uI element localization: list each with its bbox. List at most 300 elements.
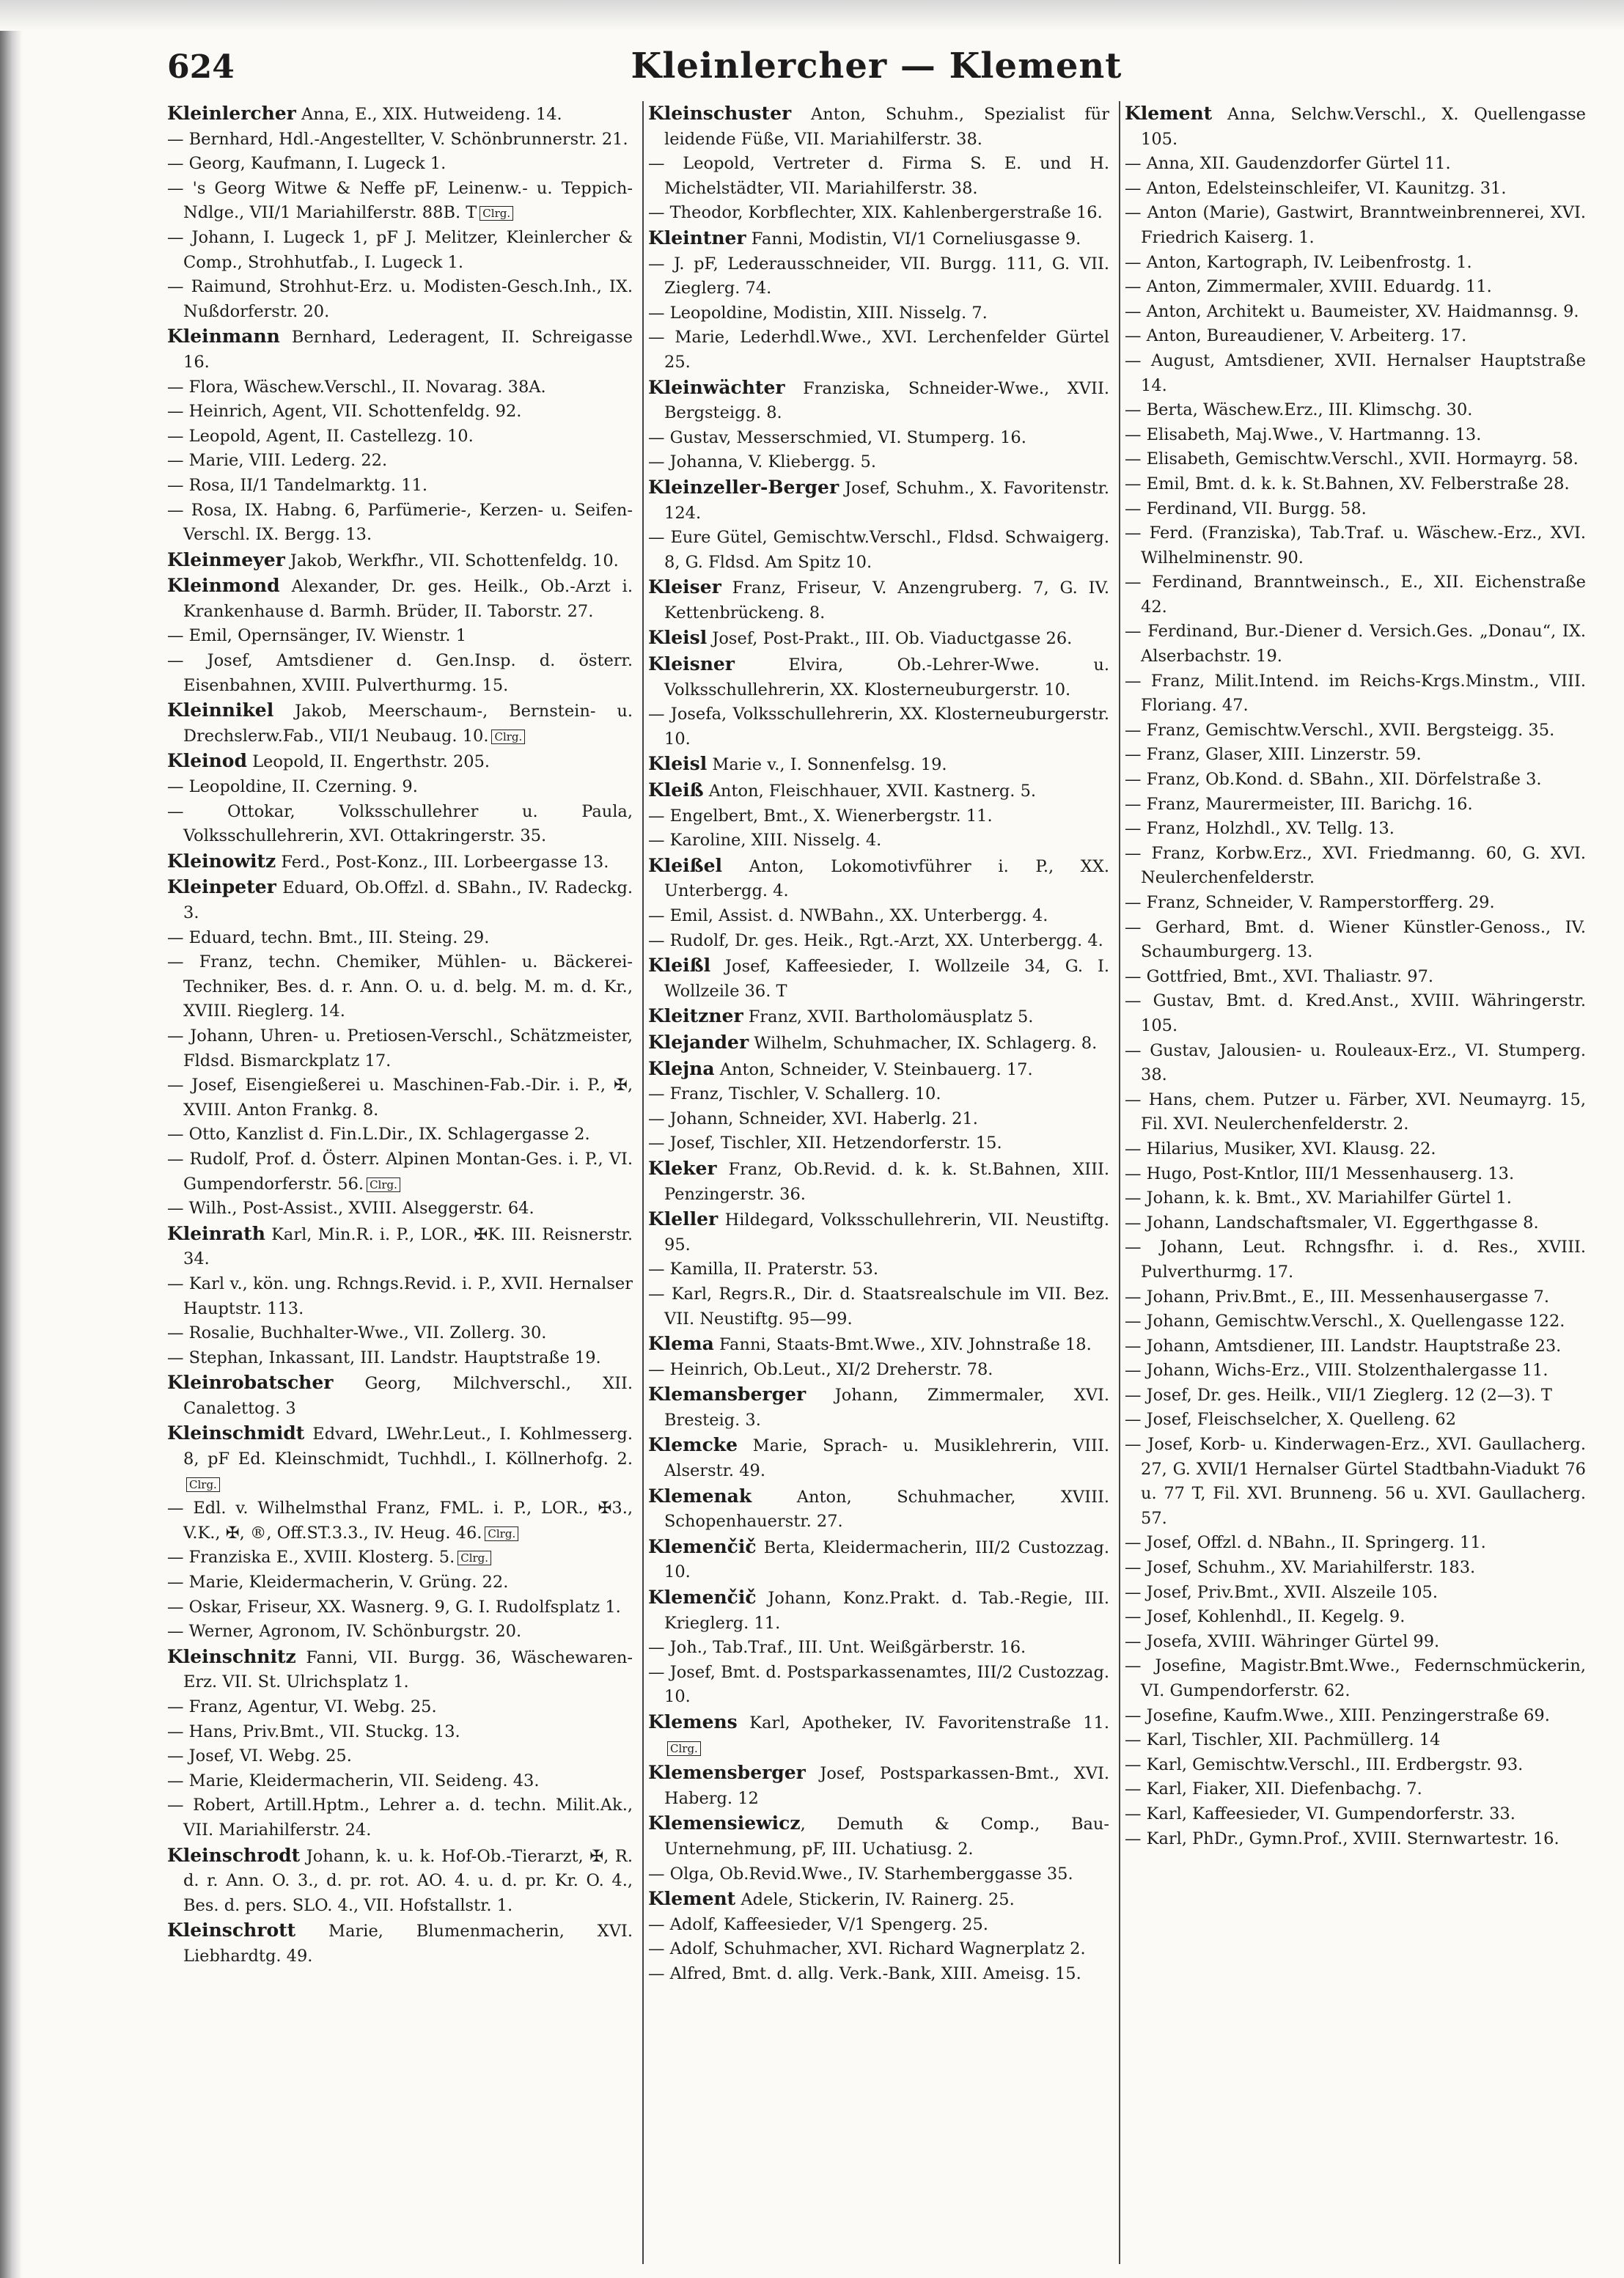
directory-entry bbox=[1125, 201, 1586, 250]
directory-entry bbox=[648, 1811, 1109, 1862]
directory-entry bbox=[1125, 1235, 1586, 1285]
directory-entry bbox=[648, 1886, 1109, 1913]
entry-text: — Heinrich, Ob.Leut., XI/2 Dreherstr. 78. bbox=[648, 1359, 993, 1379]
entry-text: — Rudolf, Prof. d. Österr. Alpinen Montan-Ges. i. P., VI. Gumpendorferstr. 56. bbox=[167, 1149, 633, 1194]
entry-surname: Klement bbox=[1125, 103, 1213, 124]
entry-surname: Kleinpeter bbox=[167, 876, 276, 898]
entry-text: Anton, Fleischhauer, XVII. Kastnerg. 5. bbox=[703, 782, 1037, 801]
entry-text: Wilhelm, Schuhmacher, IX. Schlagerg. 8. bbox=[749, 1033, 1098, 1053]
entry-text: — Johann, Wichs-Erz., VIII. Stolzenthalergasse 11. bbox=[1125, 1361, 1548, 1381]
entry-surname: Kleinrath bbox=[167, 1222, 265, 1244]
entry-text: — Johann, I. Lugeck 1, pF J. Melitzer, Kleinlercher & Comp., Strohhutfab., I. Lugeck 1. bbox=[167, 227, 633, 272]
entry-text: — Josefa, XVIII. Währinger Gürtel 99. bbox=[1125, 1631, 1440, 1651]
directory-entry bbox=[648, 953, 1109, 1004]
entry-surname: Kleinwächter bbox=[648, 376, 785, 398]
directory-entry bbox=[648, 1156, 1109, 1207]
directory-entry bbox=[1125, 570, 1586, 620]
directory-entry bbox=[167, 1744, 633, 1769]
directory-entry bbox=[648, 252, 1109, 301]
directory-entry bbox=[1125, 620, 1586, 669]
entry-text: — Karl, Tischler, XII. Pachmüllerg. 14 bbox=[1125, 1730, 1441, 1750]
entry-surname: Kleinschrott bbox=[167, 1919, 296, 1941]
entry-text: — Joh., Tab.Traf., III. Unt. Weißgärberstr. 16. bbox=[648, 1638, 1026, 1658]
entry-text: Anton, Schuhm., Spezialist für leidende Füße, VII. Mariahilferstr. 38. bbox=[664, 105, 1109, 149]
directory-entry bbox=[648, 201, 1109, 226]
entry-text: — August, Amtsdiener, XVII. Hernalser Hauptstraße 14. bbox=[1125, 350, 1586, 395]
directory-entry bbox=[1125, 101, 1586, 152]
entry-surname: Kleinzeller-Berger bbox=[648, 476, 839, 498]
entry-text: — Johann, Gemischtw.Verschl., X. Quellengasse 122. bbox=[1125, 1312, 1565, 1331]
column-right bbox=[1119, 101, 1586, 2264]
directory-entry bbox=[1125, 1285, 1586, 1310]
entry-text: — Heinrich, Agent, VII. Schottenfeldg. 92. bbox=[167, 402, 522, 422]
directory-entry bbox=[648, 1257, 1109, 1282]
directory-entry bbox=[648, 1282, 1109, 1331]
entry-text: — Franz, Milit.Intend. im Reichs-Krgs.Minstm., VIII. Floriang. 47. bbox=[1125, 671, 1586, 716]
directory-entry bbox=[1125, 1654, 1586, 1703]
directory-entry bbox=[648, 475, 1109, 526]
entry-text: — Karl v., kön. ung. Rchngs.Revid. i. P., XVII. Hernalser Hauptstr. 113. bbox=[167, 1274, 633, 1318]
directory-columns bbox=[167, 101, 1586, 2264]
directory-entry bbox=[648, 1636, 1109, 1661]
entry-text: — Eduard, techn. Bmt., III. Steing. 29. bbox=[167, 927, 490, 947]
entry-surname: Klemenak bbox=[648, 1485, 752, 1507]
entry-text: — Franz, Korbw.Erz., XVI. Friedmanng. 60, G. XVI. Neulerchenfelderstr. bbox=[1125, 843, 1586, 888]
entry-text: — Leopoldine, Modistin, XIII. Nisselg. 7. bbox=[648, 303, 988, 323]
directory-entry bbox=[648, 1107, 1109, 1132]
column-left bbox=[167, 101, 633, 2264]
directory-entry bbox=[1125, 817, 1586, 842]
entry-text: Anton, Schneider, V. Steinbauerg. 17. bbox=[714, 1059, 1033, 1079]
entry-surname: Klemensiewicz bbox=[648, 1812, 801, 1834]
entry-text: — Josefa, Volksschullehrerin, XX. Klosterneuburgerstr. 10. bbox=[648, 705, 1109, 749]
directory-entry bbox=[167, 1695, 633, 1720]
directory-entry bbox=[1125, 1581, 1586, 1606]
directory-entry bbox=[167, 1843, 633, 1919]
entry-text: Johann, k. u. k. Hof-Ob.-Tierarzt, ✠, R. d. r. Ann. O. 3., d. pr. rot. AO. 4. u. d. pr. Kr. O. 4., Bes. d. pers. SLO. 4., VII. Hofstallstr. 1. bbox=[183, 1846, 633, 1915]
entry-text: Leopold, II. Engerthstr. 205. bbox=[246, 752, 490, 772]
directory-entry bbox=[648, 1131, 1109, 1156]
entry-surname: Kleisner bbox=[648, 653, 735, 675]
entry-text: — Anton, Architekt u. Baumeister, XV. Haidmannsg. 9. bbox=[1125, 301, 1579, 321]
entry-surname: Kleinmond bbox=[167, 575, 280, 597]
directory-entry bbox=[167, 1421, 633, 1496]
entry-text: — Ferdinand, Bur.-Diener d. Versich.Ges. „Donau“, IX. Alserbachstr. 19. bbox=[1125, 622, 1586, 666]
entry-text: — Josef, Schuhm., XV. Mariahilferstr. 183. bbox=[1125, 1558, 1476, 1578]
directory-entry bbox=[648, 1207, 1109, 1257]
entry-text: — Karl, Gemischtw.Verschl., III. Erdbergstr. 93. bbox=[1125, 1755, 1524, 1774]
entry-text: — Marie, Lederhdl.Wwe., XVI. Lerchenfelder Gürtel 25. bbox=[648, 328, 1109, 372]
entry-surname: Kleintner bbox=[648, 227, 746, 249]
directory-entry bbox=[167, 749, 633, 775]
directory-entry bbox=[648, 1082, 1109, 1107]
entry-surname: Kleinschuster bbox=[648, 103, 792, 124]
entry-surname: Kleiser bbox=[648, 576, 721, 598]
entry-text: Franz, Ob.Revid. d. k. k. St.Bahnen, XIII. Penzingerstr. 36. bbox=[664, 1159, 1109, 1204]
directory-entry bbox=[1125, 1728, 1586, 1753]
directory-entry bbox=[1125, 177, 1586, 202]
entry-text: — Josef, Korb- u. Kinderwagen-Erz., XVI. Gaullacherg. 27, G. XVII/1 Hernalser Gürtel Stadtbahn-Viadukt 76 u. 77 T, Fil. XVI. Brunneng. 56 u. XVI. Gaullacherg. 57. bbox=[1125, 1435, 1586, 1528]
entry-text: — Georg, Kaufmann, I. Lugeck 1. bbox=[167, 154, 447, 174]
directory-entry bbox=[1125, 743, 1586, 768]
entry-text: — Rosalie, Buchhalter-Wwe., VII. Zollerg. 30. bbox=[167, 1323, 547, 1343]
directory-entry bbox=[167, 1720, 633, 1745]
directory-entry bbox=[167, 1272, 633, 1321]
directory-entry bbox=[1125, 793, 1586, 817]
entry-text: — Werner, Agronom, IV. Schönburgstr. 20. bbox=[167, 1622, 522, 1642]
directory-entry bbox=[648, 752, 1109, 778]
directory-entry bbox=[167, 499, 633, 548]
directory-entry bbox=[167, 950, 633, 1024]
directory-entry bbox=[167, 624, 633, 649]
directory-entry bbox=[648, 1358, 1109, 1383]
directory-entry bbox=[648, 1585, 1109, 1636]
entry-text: Alexander, Dr. ges. Heilk., Ob.-Arzt i. Krankenhause d. Barmh. Brüder, II. Taborstr. 27. bbox=[183, 577, 633, 621]
entry-text: — Karl, Fiaker, XII. Diefenbachg. 7. bbox=[1125, 1779, 1422, 1799]
directory-entry bbox=[1125, 349, 1586, 398]
entry-text: — Johann, Priv.Bmt., E., III. Messenhausergasse 7. bbox=[1125, 1287, 1550, 1307]
entry-text: Adele, Stickerin, IV. Rainerg. 25. bbox=[735, 1890, 1015, 1910]
entry-text: — Leopold, Agent, II. Castellezg. 10. bbox=[167, 426, 474, 446]
entry-surname: Kleller bbox=[648, 1208, 719, 1230]
entry-text: — Rosa, II/1 Tandelmarktg. 11. bbox=[167, 475, 427, 495]
entry-text: — Marie, Kleidermacherin, V. Grüng. 22. bbox=[167, 1573, 509, 1592]
entry-text: — Josef, Eisengießerei u. Maschinen-Fab.-Dir. i. P., ✠, XVIII. Anton Frankg. 8. bbox=[167, 1076, 633, 1120]
column-middle bbox=[642, 101, 1109, 2264]
entry-text: — Josef, Tischler, XII. Hetzendorferstr. 15. bbox=[648, 1134, 1002, 1153]
directory-entry bbox=[648, 1382, 1109, 1433]
entry-text: — Ferdinand, VII. Burgg. 58. bbox=[1125, 499, 1367, 518]
directory-entry bbox=[648, 778, 1109, 804]
entry-text: — Gottfried, Bmt., XVI. Thaliastr. 97. bbox=[1125, 966, 1434, 986]
entry-text: — Berta, Wäschew.Erz., III. Klimschg. 30. bbox=[1125, 400, 1473, 420]
directory-entry bbox=[1125, 1359, 1586, 1384]
directory-entry bbox=[167, 698, 633, 749]
entry-text: — Gustav, Bmt. d. Kred.Anst., XVIII. Währingerstr. 105. bbox=[1125, 991, 1586, 1035]
directory-entry bbox=[1125, 916, 1586, 965]
directory-entry bbox=[167, 1147, 633, 1197]
directory-entry bbox=[167, 1123, 633, 1147]
directory-entry bbox=[167, 1769, 633, 1794]
directory-entry bbox=[1125, 275, 1586, 300]
entry-surname: Klemenčič bbox=[648, 1535, 757, 1557]
directory-entry bbox=[1125, 1704, 1586, 1729]
entry-surname: Klemensberger bbox=[648, 1762, 806, 1784]
directory-entry bbox=[1125, 1827, 1586, 1852]
entry-text: — Johann, Schneider, XVI. Haberlg. 21. bbox=[648, 1109, 978, 1128]
entry-text: — Franz, Gemischtw.Verschl., XVII. Bergsteigg. 35. bbox=[1125, 720, 1555, 740]
directory-entry bbox=[167, 1570, 633, 1595]
directory-entry bbox=[1125, 1802, 1586, 1827]
entry-text: — Kamilla, II. Praterstr. 53. bbox=[648, 1260, 878, 1279]
directory-entry bbox=[1125, 1777, 1586, 1802]
entry-text: Franz, Friseur, V. Anzengruberg. 7, G. IV. Kettenbrückeng. 8. bbox=[664, 578, 1109, 622]
entry-text: — Adolf, Schuhmacher, XVI. Richard Wagnerplatz 2. bbox=[648, 1939, 1086, 1959]
entry-text: Josef, Schuhm., X. Favoritenstr. 124. bbox=[664, 478, 1109, 523]
directory-entry bbox=[167, 1496, 633, 1546]
entry-surname: Klemcke bbox=[648, 1434, 738, 1456]
directory-entry bbox=[167, 1321, 633, 1346]
directory-entry bbox=[167, 425, 633, 449]
entry-text: — Olga, Ob.Revid.Wwe., IV. Starhemberggasse 35. bbox=[648, 1864, 1073, 1884]
directory-entry bbox=[648, 625, 1109, 652]
entry-text: — Franziska E., XVIII. Klosterg. 5. bbox=[167, 1548, 455, 1568]
directory-entry bbox=[167, 152, 633, 177]
directory-entry bbox=[648, 1004, 1109, 1030]
directory-entry bbox=[1125, 1605, 1586, 1630]
entry-text: — Franz, Ob.Kond. d. SBahn., XII. Dörfelstraße 3. bbox=[1125, 770, 1542, 790]
directory-entry bbox=[1125, 1753, 1586, 1778]
entry-text: — Karl, Regrs.R., Dir. d. Staatsrealschule im VII. Bez. VII. Neustiftg. 95—99. bbox=[648, 1284, 1109, 1329]
directory-entry bbox=[1125, 1531, 1586, 1556]
entry-text: — Robert, Artill.Hptm., Lehrer a. d. techn. Milit.Ak., VII. Mariahilferstr. 24. bbox=[167, 1796, 633, 1840]
entry-text: — Johann, Amtsdiener, III. Landstr. Hauptstraße 23. bbox=[1125, 1336, 1562, 1356]
directory-entry bbox=[648, 101, 1109, 152]
entry-text: Karl, Apotheker, IV. Favoritenstraße 11. bbox=[737, 1713, 1109, 1733]
entry-text: — Karl, Kaffeesieder, VI. Gumpendorferstr. 33. bbox=[1125, 1804, 1515, 1823]
entry-text: Josef, Post-Prakt., III. Ob. Viaductgasse 26. bbox=[707, 629, 1073, 649]
entry-text: — Oskar, Friseur, XX. Wasnerg. 9, G. I. Rudolfsplatz 1. bbox=[167, 1597, 621, 1617]
directory-entry bbox=[167, 1221, 633, 1272]
entry-text: — Leopold, Vertreter d. Firma S. E. und H. Michelstädter, VII. Mariahilferstr. 38. bbox=[648, 154, 1109, 198]
entry-text: — Ferd. (Franziska), Tab.Traf. u. Wäschew.-Erz., XVI. Wilhelminenstr. 90. bbox=[1125, 523, 1586, 567]
entry-text: — Eure Gütel, Gemischtw.Verschl., Fldsd. Schwaigerg. 8, G. Fldsd. Am Spitz 10. bbox=[648, 528, 1109, 572]
entry-text: Fanni, VII. Burgg. 36, Wäschewaren-Erz. VII. St. Ulrichsplatz 1. bbox=[183, 1647, 633, 1692]
directory-entry bbox=[648, 226, 1109, 252]
directory-entry bbox=[1125, 1186, 1586, 1211]
directory-entry bbox=[648, 152, 1109, 201]
entry-text: Ferd., Post-Konz., III. Lorbeergasse 13. bbox=[276, 852, 609, 872]
directory-entry bbox=[167, 1918, 633, 1969]
entry-text: — Anna, XII. Gaudenzdorfer Gürtel 11. bbox=[1125, 154, 1451, 174]
entry-text: — Hans, chem. Putzer u. Färber, XVI. Neumayrg. 15, Fil. XVI. Neulerchenfelderstr. 2. bbox=[1125, 1090, 1586, 1134]
directory-entry bbox=[167, 875, 633, 925]
directory-entry bbox=[1125, 398, 1586, 423]
entry-text: — Franz, Agentur, VI. Webg. 25. bbox=[167, 1697, 437, 1716]
clearing-badge: Clrg. bbox=[491, 730, 525, 744]
directory-entry bbox=[1125, 669, 1586, 719]
entry-text: — Flora, Wäschew.Verschl., II. Novarag. 38A. bbox=[167, 377, 546, 397]
clearing-badge: Clrg. bbox=[485, 1526, 518, 1541]
entry-text: — Gustav, Jalousien- u. Rouleaux-Erz., VI. Stumperg. 38. bbox=[1125, 1040, 1586, 1085]
entry-text: — Ferdinand, Branntweinsch., E., XII. Eichenstraße 42. bbox=[1125, 573, 1586, 617]
entry-text: — Otto, Kanzlist d. Fin.L.Dir., IX. Schlagergasse 2. bbox=[167, 1125, 590, 1144]
directory-entry bbox=[167, 1546, 633, 1570]
entry-text: Marie, Sprach- u. Musiklehrerin, VIII. Alserstr. 49. bbox=[664, 1436, 1109, 1481]
directory-entry bbox=[167, 324, 633, 375]
directory-entry bbox=[167, 1595, 633, 1620]
directory-entry bbox=[167, 275, 633, 324]
directory-entry bbox=[648, 1661, 1109, 1710]
entry-surname: Klejna bbox=[648, 1057, 715, 1079]
directory-entry bbox=[167, 128, 633, 153]
directory-entry bbox=[1125, 768, 1586, 793]
directory-entry bbox=[1125, 447, 1586, 472]
entry-text: — Franz, Glaser, XIII. Linzerstr. 59. bbox=[1125, 745, 1422, 765]
entry-text: Bernhard, Lederagent, II. Schreigasse 16. bbox=[183, 328, 633, 372]
entry-text: — Emil, Opernsänger, IV. Wienstr. 1 bbox=[167, 626, 467, 646]
entry-text: — Leopoldine, II. Czerning. 9. bbox=[167, 777, 418, 797]
directory-entry bbox=[1125, 521, 1586, 570]
entry-surname: Kleinschmidt bbox=[167, 1422, 305, 1444]
entry-text: — Wilh., Post-Assist., XVIII. Alseggerstr. 64. bbox=[167, 1199, 534, 1219]
directory-entry bbox=[648, 1057, 1109, 1083]
directory-entry bbox=[167, 1645, 633, 1695]
directory-entry bbox=[648, 1331, 1109, 1358]
entry-surname: Kleisl bbox=[648, 753, 708, 775]
directory-entry bbox=[648, 1913, 1109, 1938]
directory-entry bbox=[167, 548, 633, 574]
clearing-badge: Clrg. bbox=[667, 1741, 701, 1756]
directory-entry bbox=[1125, 1088, 1586, 1137]
directory-entry bbox=[1125, 1162, 1586, 1187]
entry-text: Georg, Milchverschl., XII. Canalettog. 3 bbox=[183, 1374, 633, 1418]
page-number: 624 bbox=[167, 48, 235, 86]
directory-entry bbox=[1125, 472, 1586, 497]
directory-entry bbox=[648, 1484, 1109, 1535]
directory-entry bbox=[1125, 251, 1586, 276]
entry-text: Johann, Konz.Prakt. d. Tab.-Regie, III. Krieglerg. 11. bbox=[664, 1589, 1109, 1633]
directory-entry bbox=[167, 1024, 633, 1073]
entry-text: — Anton (Marie), Gastwirt, Branntweinbrennerei, XVI. Friedrich Kaiserg. 1. bbox=[1125, 203, 1586, 247]
entry-text: Eduard, Ob.Offzl. d. SBahn., IV. Radeckg. 3. bbox=[183, 878, 633, 922]
entry-surname: Kleisl bbox=[648, 627, 708, 649]
directory-entry bbox=[648, 853, 1109, 904]
directory-entry bbox=[167, 474, 633, 499]
entry-text: — Gerhard, Bmt. d. Wiener Künstler-Genoss., IV. Schaumburgerg. 13. bbox=[1125, 917, 1586, 962]
directory-entry bbox=[167, 177, 633, 226]
entry-text: — Josef, Fleischselcher, X. Quelleng. 62 bbox=[1125, 1410, 1457, 1430]
directory-entry bbox=[1125, 1039, 1586, 1088]
entry-text: — Bernhard, Hdl.-Angestellter, V. Schönbrunnerstr. 21. bbox=[167, 129, 628, 149]
directory-entry bbox=[167, 449, 633, 474]
entry-text: — Karoline, XIII. Nisselg. 4. bbox=[648, 831, 882, 850]
directory-entry bbox=[1125, 1384, 1586, 1408]
directory-entry bbox=[1125, 1556, 1586, 1581]
directory-entry bbox=[1125, 1433, 1586, 1531]
entry-text: — Raimund, Strohhut-Erz. u. Modisten-Gesch.Inh., IX. Nußdorferstr. 20. bbox=[167, 277, 633, 321]
directory-entry bbox=[1125, 989, 1586, 1038]
entry-text: — Emil, Bmt. d. k. k. St.Bahnen, XV. Felberstraße 28. bbox=[1125, 474, 1570, 493]
directory-entry bbox=[1125, 423, 1586, 448]
clearing-badge: Clrg. bbox=[367, 1177, 400, 1192]
entry-text: — Marie, Kleidermacherin, VII. Seideng. 43. bbox=[167, 1771, 540, 1790]
entry-text: — Johanna, V. Kliebergg. 5. bbox=[648, 452, 877, 472]
entry-surname: Kleinnikel bbox=[167, 699, 274, 721]
entry-text: — Josefine, Kaufm.Wwe., XIII. Penzingerstraße 69. bbox=[1125, 1705, 1550, 1725]
entry-text: Elvira, Ob.-Lehrer-Wwe. u. Volksschullehrerin, XX. Klosterneuburgerstr. 10. bbox=[664, 655, 1109, 699]
directory-entry bbox=[1125, 152, 1586, 177]
directory-entry bbox=[648, 1535, 1109, 1585]
directory-entry bbox=[167, 926, 633, 951]
directory-entry bbox=[648, 1433, 1109, 1483]
directory-entry bbox=[648, 426, 1109, 451]
directory-entry bbox=[167, 649, 633, 698]
entry-text: — J. pF, Lederausschneider, VII. Burgg. 111, G. VII. Zieglerg. 74. bbox=[648, 254, 1109, 298]
directory-entry bbox=[167, 849, 633, 875]
entry-text: — Alfred, Bmt. d. allg. Verk.-Bank, XIII. Ameisg. 15. bbox=[648, 1963, 1081, 1983]
entry-text: Jakob, Werkfhr., VII. Schottenfeldg. 10. bbox=[284, 551, 619, 570]
entry-surname: Kleißel bbox=[648, 854, 723, 876]
top-edge-shadow bbox=[0, 0, 1624, 31]
directory-entry bbox=[648, 375, 1109, 426]
directory-entry bbox=[1125, 1211, 1586, 1236]
entry-surname: Kleinod bbox=[167, 750, 247, 772]
directory-entry bbox=[648, 804, 1109, 829]
entry-text: — Karl, PhDr., Gymn.Prof., XVIII. Sternwartestr. 16. bbox=[1125, 1829, 1559, 1848]
entry-text: — Gustav, Messerschmied, VI. Stumperg. 16. bbox=[648, 427, 1026, 447]
directory-entry bbox=[167, 226, 633, 275]
entry-text: , Demuth & Comp., Bau-Unternehmung, pF, III. Uchatiusg. 2. bbox=[664, 1815, 1109, 1859]
directory-entry bbox=[648, 1760, 1109, 1811]
entry-surname: Klema bbox=[648, 1333, 714, 1355]
entry-text: Fanni, Staats-Bmt.Wwe., XIV. Johnstraße 18. bbox=[713, 1335, 1092, 1355]
entry-surname: Kleinlercher bbox=[167, 103, 296, 124]
entry-text: — Josef, Amtsdiener d. Gen.Insp. d. österr. Eisenbahnen, XVIII. Pulverthurmg. 15. bbox=[167, 651, 633, 695]
directory-entry bbox=[648, 526, 1109, 575]
entry-surname: Kleißl bbox=[648, 955, 711, 977]
directory-entry bbox=[167, 1197, 633, 1221]
entry-text: Berta, Kleidermacherin, III/2 Custozzag. 10. bbox=[664, 1537, 1109, 1582]
entry-text: Marie, Blumenmacherin, XVI. Liebhardtg. 49. bbox=[183, 1922, 633, 1966]
entry-text: — Josef, VI. Webg. 25. bbox=[167, 1746, 352, 1766]
clearing-badge: Clrg. bbox=[458, 1551, 491, 1565]
entry-text: — Josef, Offzl. d. NBahn., II. Springerg. 11. bbox=[1125, 1533, 1486, 1553]
entry-text: Johann, Zimmermaler, XVI. Bresteig. 3. bbox=[664, 1386, 1109, 1430]
directory-entry bbox=[1125, 1408, 1586, 1433]
entry-text: — Johann, Landschaftsmaler, VI. Eggerthgasse 8. bbox=[1125, 1213, 1539, 1232]
entry-text: — Elisabeth, Maj.Wwe., V. Hartmanng. 13. bbox=[1125, 425, 1482, 444]
entry-text: — Josef, Dr. ges. Heilk., VII/1 Zieglerg. 12 (2—3). T bbox=[1125, 1385, 1552, 1405]
directory-entry bbox=[1125, 1334, 1586, 1359]
entry-text: — Anton, Zimmermaler, XVIII. Eduardg. 11. bbox=[1125, 277, 1492, 297]
entry-text: — Anton, Kartograph, IV. Leibenfrostg. 1. bbox=[1125, 252, 1472, 272]
directory-entry bbox=[1125, 891, 1586, 916]
entry-text: — Theodor, Korbflechter, XIX. Kahlenbergerstraße 16. bbox=[648, 203, 1103, 223]
entry-text: — Johann, Uhren- u. Pretiosen-Verschl., Schätzmeister, Fldsd. Bismarckplatz 17. bbox=[167, 1026, 633, 1070]
directory-entry bbox=[167, 800, 633, 849]
entry-text: Anna, E., XIX. Hutweideng. 14. bbox=[295, 105, 562, 124]
entry-surname: Klement bbox=[648, 1888, 736, 1910]
entry-surname: Klejander bbox=[648, 1031, 749, 1053]
directory-entry bbox=[1125, 497, 1586, 522]
entry-text: — Adolf, Kaffeesieder, V/1 Spengerg. 25. bbox=[648, 1914, 988, 1934]
entry-text: — Stephan, Inkassant, III. Landstr. Hauptstraße 19. bbox=[167, 1348, 601, 1367]
entry-surname: Kleinschnitz bbox=[167, 1645, 296, 1667]
entry-text: Anton, Lokomotivführer i. P., XX. Unterbergg. 4. bbox=[664, 856, 1109, 901]
entry-text: — Josefine, Magistr.Bmt.Wwe., Federnschmückerin, VI. Gumpendorferstr. 62. bbox=[1125, 1656, 1586, 1700]
entry-text: — Josef, Kohlenhdl., II. Kegelg. 9. bbox=[1125, 1607, 1406, 1627]
directory-entry bbox=[167, 775, 633, 800]
directory-entry bbox=[167, 573, 633, 624]
directory-entry bbox=[648, 326, 1109, 375]
entry-surname: Klemenčič bbox=[648, 1587, 757, 1609]
directory-entry bbox=[648, 301, 1109, 326]
entry-text: — Elisabeth, Gemischtw.Verschl., XVII. Hormayrg. 58. bbox=[1125, 449, 1579, 469]
book-binding-shadow bbox=[0, 0, 22, 2278]
entry-text: Fanni, Modistin, VI/1 Corneliusgasse 9. bbox=[746, 229, 1081, 249]
directory-entry bbox=[167, 1793, 633, 1842]
entry-text: — Franz, Schneider, V. Ramperstorfferg. 29. bbox=[1125, 893, 1495, 912]
clearing-badge: Clrg. bbox=[480, 206, 513, 221]
entry-surname: Kleinmann bbox=[167, 326, 280, 348]
page-header bbox=[167, 45, 1586, 98]
entry-text: — 's Georg Witwe & Neffe pF, Leinenw.- u. Teppich-Ndlge., VII/1 Mariahilferstr. 88B. T bbox=[167, 178, 633, 223]
directory-entry bbox=[648, 828, 1109, 853]
directory-entry bbox=[648, 1710, 1109, 1760]
entry-text: — Emil, Assist. d. NWBahn., XX. Unterbergg. 4. bbox=[648, 906, 1048, 925]
directory-entry bbox=[167, 1370, 633, 1421]
